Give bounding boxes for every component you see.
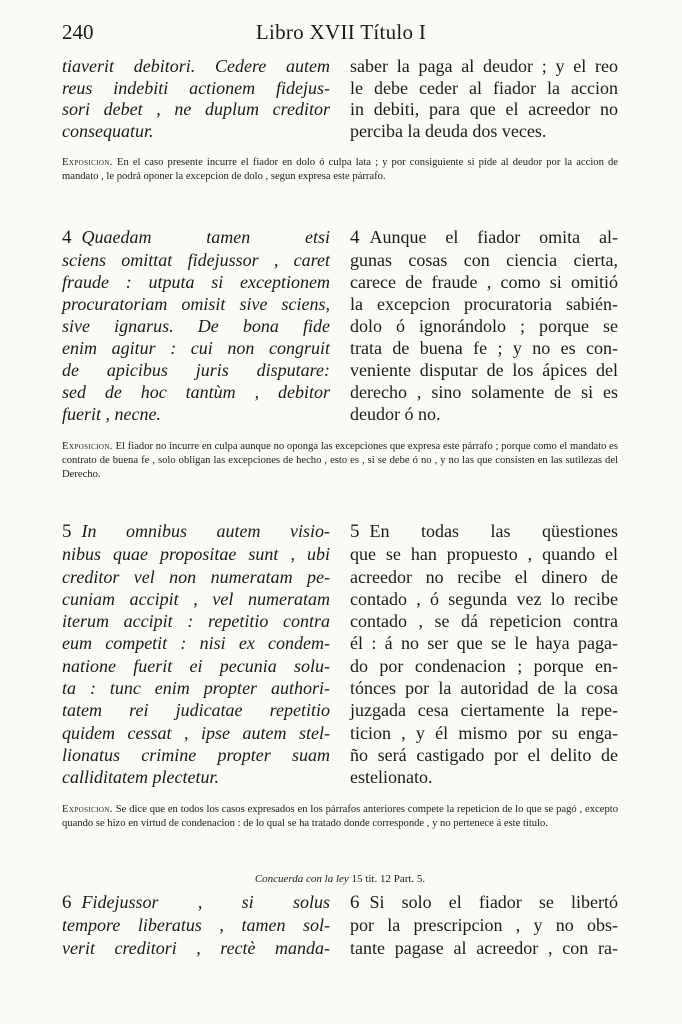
latin-line: de apicibus juris disputare: — [62, 360, 330, 380]
spanish-line: contado , ó segunda vez lo recibe — [350, 588, 618, 609]
spanish-line: le debe ceder al fiador la accion — [350, 77, 618, 98]
latin-line: creditor vel non numeratam pe- — [62, 566, 330, 587]
spanish-line: juzgada cesa ciertamente la repe- — [350, 700, 618, 721]
latin-line: ta : tunc enim propter authori- — [62, 678, 330, 699]
paragraph-number: 5 — [62, 521, 72, 542]
latin-line: nibus quae propositae sunt , ubi — [62, 544, 330, 565]
spanish-line: perciba la deuda dos veces. — [350, 120, 547, 141]
spanish-line: trata de buena fe ; y no es con- — [350, 338, 618, 358]
spanish-line: él : á no ser que se le haya paga- — [350, 633, 618, 654]
concordance-reference: 15 tit. 12 Part. 5. — [351, 873, 426, 885]
spanish-text-top — [350, 56, 618, 142]
spanish-line: saber la paga al deudor ; y el reo — [350, 56, 618, 76]
exposicion-text: En el caso presente incurre el fiador en dolo ó culpa lata ; y por consiguiente si pide al deudor por la accion de mandato , le podrá oponer la excepcion de dolo , segun expresa este párrafo. — [62, 157, 618, 182]
spanish-line: deudor ó no. — [350, 404, 441, 424]
latin-line: consequatur. — [62, 120, 154, 141]
latin-line: tatem rei judicatae repetitio — [62, 700, 330, 721]
latin-line: In omnibus autem visio- — [81, 521, 330, 541]
spanish-line: carece de fraude , como si omitió — [350, 272, 618, 292]
latin-line: quidem cessat , ipse autem stel- — [62, 722, 330, 743]
exposicion-5 — [62, 803, 618, 831]
section-6 — [62, 891, 618, 971]
latin-line: enim agitur : cui non congruit — [62, 338, 330, 358]
page-header — [62, 20, 620, 50]
section-5 — [62, 520, 618, 790]
latin-line: tempore liberatus , tamen sol- — [62, 915, 330, 935]
spanish-line: ño será castigado por el delito de — [350, 744, 618, 765]
spanish-text-4 — [350, 226, 618, 425]
latin-line: verit creditori , rectè manda- — [62, 938, 330, 958]
latin-line: sori debet , ne duplum creditor — [62, 99, 330, 119]
spanish-text-6 — [350, 891, 618, 960]
paragraph-number: 4 — [350, 227, 360, 248]
spanish-line: Aunque el fiador omita al- — [369, 227, 618, 247]
latin-line: reus indebiti actionem fidejus- — [62, 77, 330, 98]
latin-line: natione fuerit ei pecunia solu- — [62, 655, 330, 676]
latin-text-5 — [62, 520, 330, 789]
page-number: 240 — [62, 20, 94, 44]
paragraph-number: 6 — [350, 892, 360, 913]
spanish-line: veniente disputar de los ápices del — [350, 360, 618, 380]
latin-line: calliditatem plectetur. — [62, 767, 219, 788]
latin-line: fraude : utputa si exceptionem — [62, 272, 330, 292]
latin-line: procuratoriam omisit sive sciens, — [62, 294, 330, 314]
spanish-line: por la prescripcion , y no obs- — [350, 915, 618, 935]
latin-text-4 — [62, 226, 330, 425]
latin-line: iterum accipit : repetitio contra — [62, 611, 330, 632]
spanish-line: En todas las qüestiones — [369, 521, 618, 541]
section-top — [62, 56, 618, 146]
exposicion-4 — [62, 440, 618, 482]
spanish-text-5 — [350, 520, 618, 789]
paragraph-number: 5 — [350, 521, 360, 542]
paragraph-number: 6 — [62, 892, 72, 913]
concordance-note — [62, 873, 618, 885]
concordance-label: Concuerda con la ley — [254, 873, 349, 885]
latin-line: sciens omittat fidejussor , caret — [62, 250, 330, 270]
spanish-line: Si solo el fiador se libertó — [369, 892, 618, 912]
running-title: Libro XVII Título I — [255, 20, 427, 44]
exposicion-label: Exposicion. — [62, 804, 113, 815]
exposicion-text: El fiador no incurre en culpa aunque no oponga las excepciones que expresa este párrafo ; porque como el mandato es contrato de buena fe , solo obligan las excepciones de hecho , esto es , si se debe ó no , y no las que consisten en las sutilezas del Derecho. — [62, 441, 619, 480]
spanish-line: do por condenacion ; porque en- — [350, 655, 618, 676]
latin-line: eum competit : nisi ex condem- — [62, 633, 330, 654]
spanish-line: dolo ó ignorándolo ; porque se — [350, 316, 618, 336]
spanish-line: gunas cosas con ciencia cierta, — [350, 250, 618, 270]
exposicion-label: Exposicion. — [62, 157, 113, 168]
exposicion-label: Exposicion. — [62, 441, 113, 452]
spanish-line: tante pagase al acreedor , con ra- — [350, 938, 618, 958]
spanish-line: in debiti, para que el acreedor no — [350, 99, 618, 119]
section-4 — [62, 226, 618, 426]
spanish-line: estelionato. — [350, 767, 433, 788]
spanish-line: acreedor no recibe el dinero de — [350, 566, 618, 587]
spanish-line: la excepcion procuratoria sabién- — [350, 294, 618, 314]
latin-line: sed de hoc tantùm , debitor — [62, 382, 330, 402]
latin-text-top — [62, 56, 330, 142]
latin-text-6 — [62, 891, 330, 960]
latin-line: sive ignarus. De bona fide — [62, 316, 330, 336]
spanish-line: contado , se dá repeticion contra — [350, 611, 618, 632]
spanish-line: tónces por la autoridad de la cosa — [350, 678, 618, 699]
spanish-line: que se han propuesto , quando el — [350, 544, 618, 565]
spanish-line: ticion , y él mismo por su enga- — [350, 722, 618, 743]
latin-line: fuerit , necne. — [62, 404, 161, 424]
exposicion-top — [62, 156, 618, 184]
latin-line: lionatus crimine propter suam — [62, 744, 330, 765]
latin-line: Quaedam tamen etsi — [81, 227, 330, 247]
latin-line: cuniam accipit , vel numeratam — [62, 588, 330, 609]
exposicion-text: Se dice que en todos los casos expresados en los párrafos anteriores compete la repeticion de lo que se pagó , excepto quando se hizo en virtud de condenacion : de lo qual se ha tratado donde corresponde , y no pertenece á este título. — [62, 804, 618, 829]
paragraph-number: 4 — [62, 227, 72, 248]
latin-line: tiaverit debitori. Cedere autem — [62, 56, 330, 76]
spanish-line: derecho , sino solamente de si es — [350, 382, 618, 402]
latin-line: Fidejussor , si solus — [81, 892, 330, 912]
